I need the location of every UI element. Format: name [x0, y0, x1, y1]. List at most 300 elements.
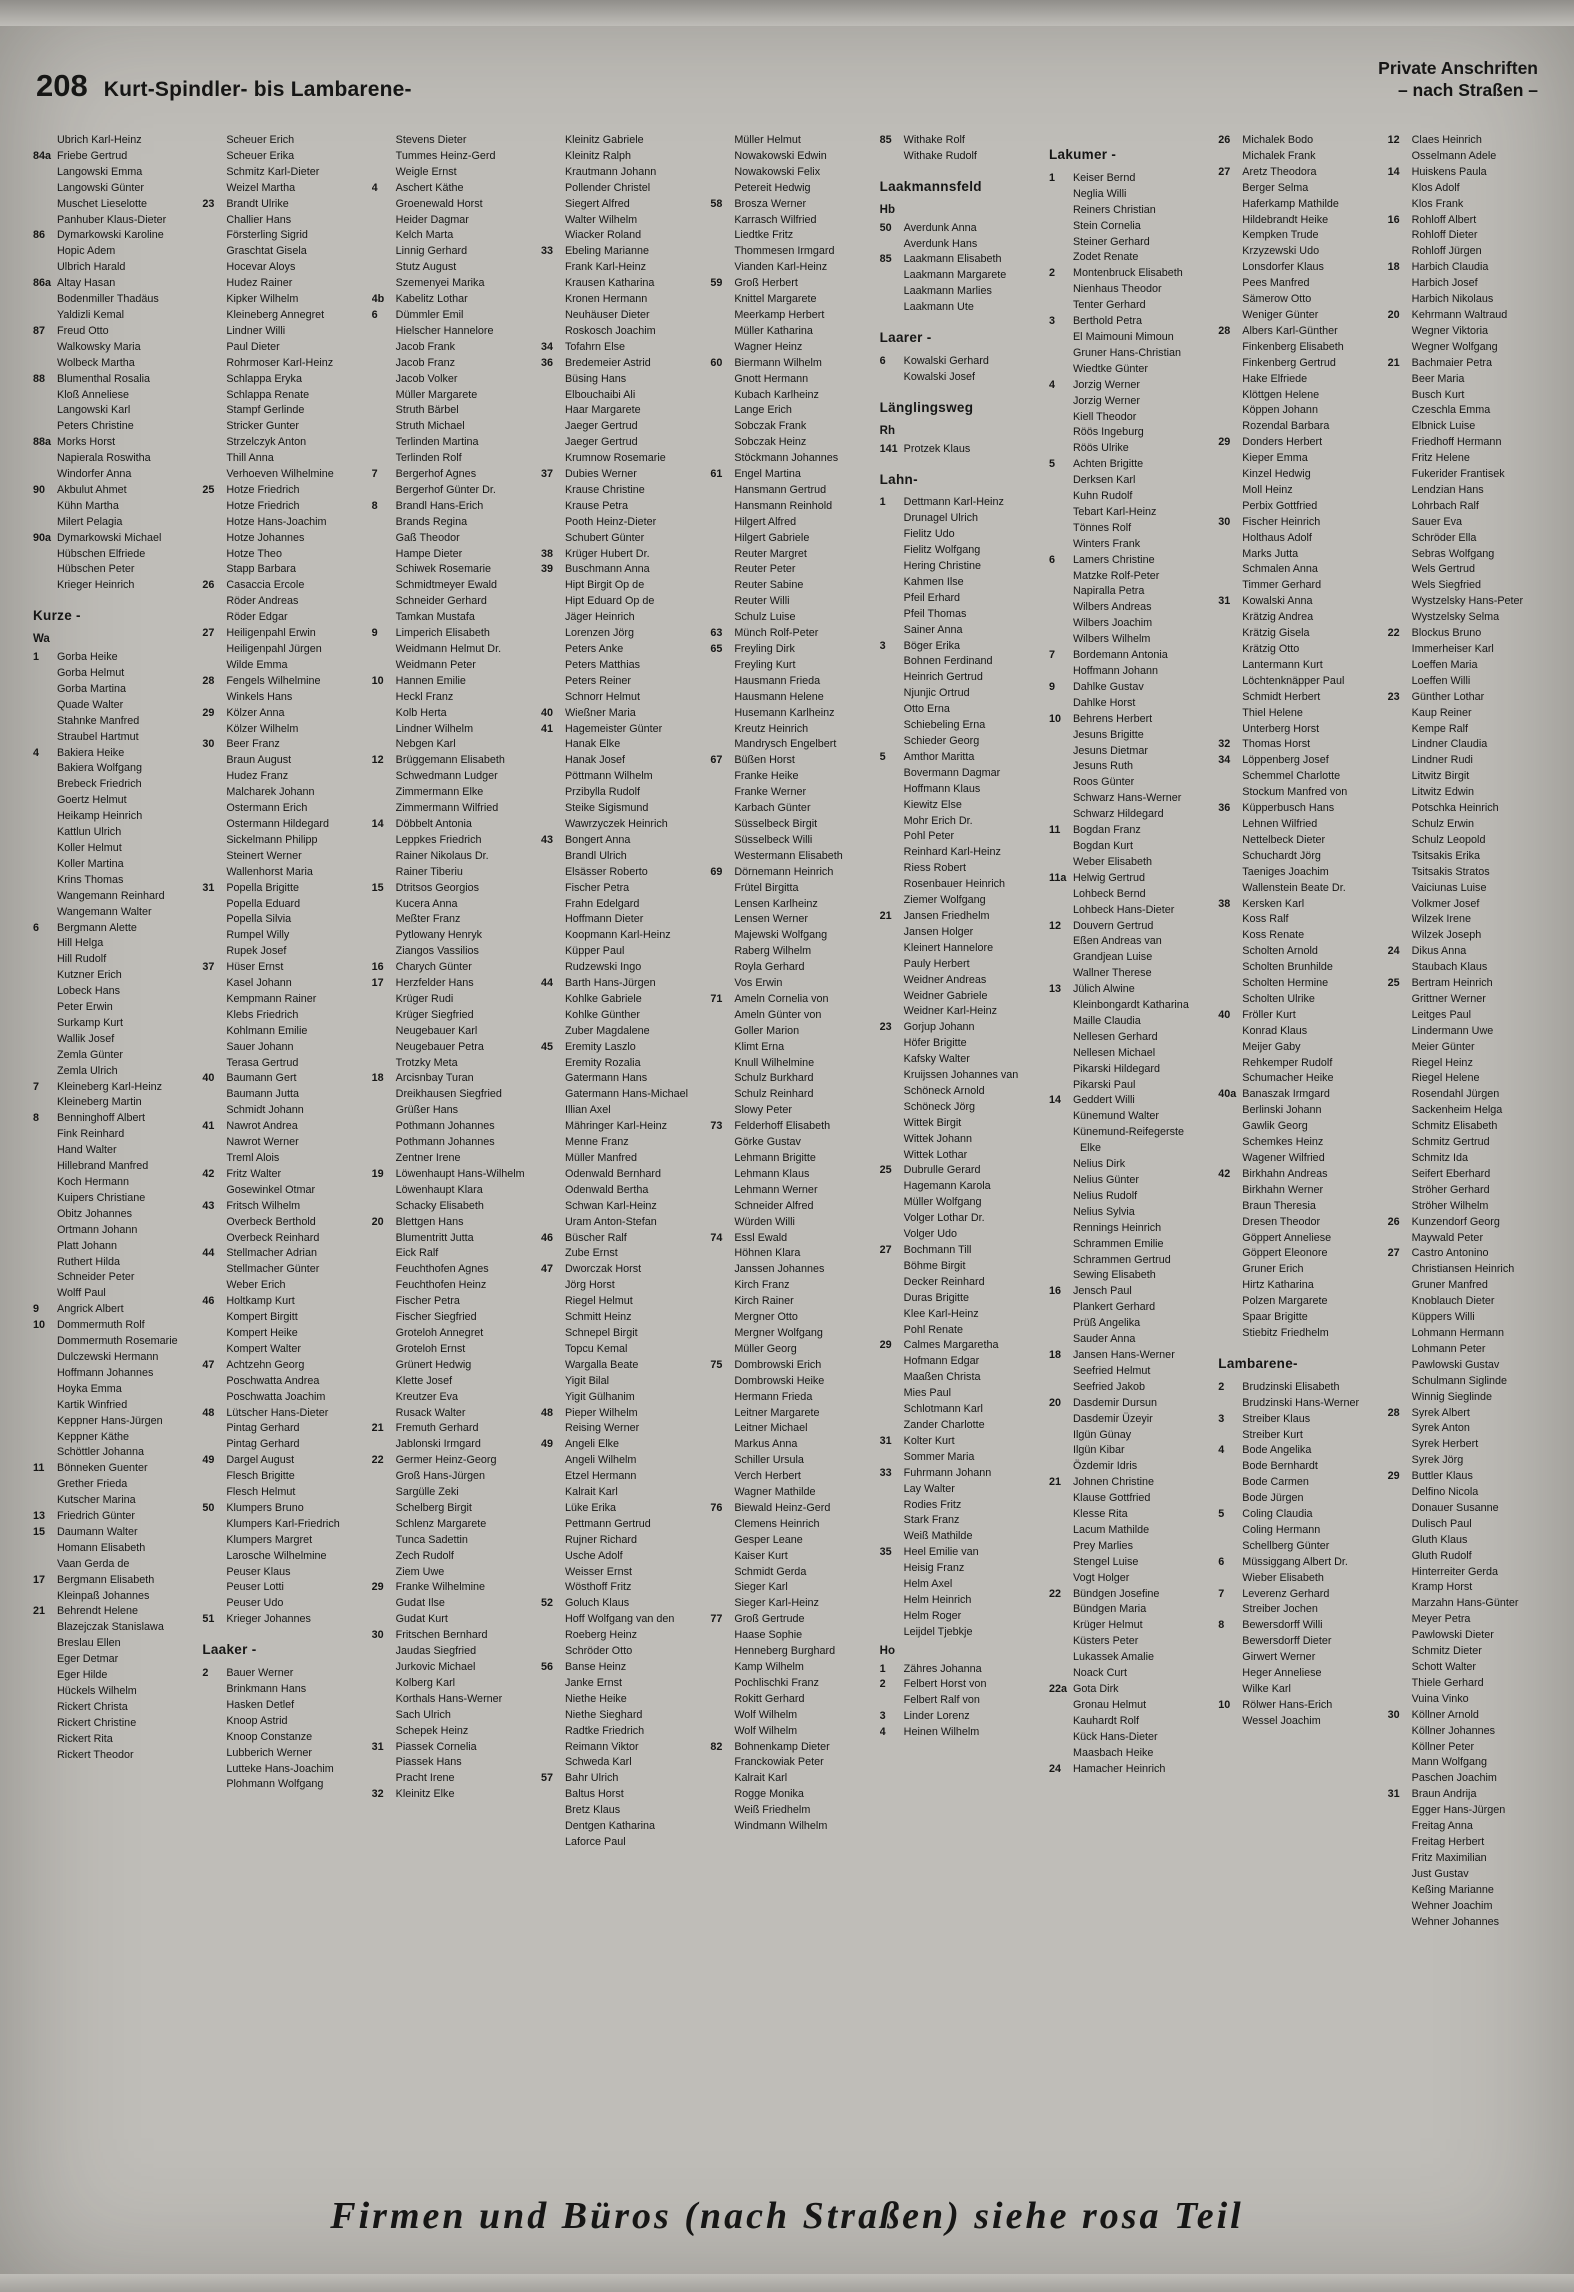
directory-entry [880, 639, 1036, 655]
person-name: Maille Claudia [1072, 1014, 1141, 1027]
directory-entry [33, 451, 189, 467]
directory-entry [1388, 674, 1544, 690]
person-name: Feuchthofen Agnes [395, 1263, 489, 1276]
person-name: Blumenthal Rosalia [57, 372, 151, 385]
person-name: Reuter Sabine [734, 579, 804, 592]
person-name: Klebs Friedrich [226, 1008, 299, 1021]
directory-entry [202, 992, 358, 1008]
person-name: Rehkemper Rudolf [1242, 1056, 1333, 1069]
person-name: Brüggemann Elisabeth [395, 754, 505, 767]
person-name: Syrek Herbert [1411, 1438, 1479, 1451]
directory-entry [1388, 388, 1544, 404]
person-name: Müller Manfred [564, 1152, 637, 1164]
directory-entry [710, 244, 866, 260]
house-number: 7 [1048, 649, 1055, 662]
directory-entry [710, 1469, 866, 1485]
person-name: Stampf Gerlinde [226, 404, 305, 417]
person-name: Pytlowany Henryk [395, 929, 483, 942]
person-name: Kafsky Walter [903, 1053, 970, 1066]
person-name: Graschtat Gisela [226, 245, 307, 258]
directory-entry [710, 944, 866, 960]
person-name: Gorba Martina [57, 682, 127, 695]
person-name: Dikus Anna [1411, 945, 1467, 958]
directory-entry [1218, 1087, 1374, 1103]
directory-entry [1049, 1666, 1205, 1682]
directory-entry [541, 1071, 697, 1087]
person-name: Gorjup Johann [903, 1021, 975, 1034]
person-name: Weidner Karl-Heinz [903, 1005, 998, 1018]
directory-entry [1049, 1714, 1205, 1730]
directory-entry [33, 1414, 189, 1430]
directory-entry [541, 133, 697, 149]
directory-entry [33, 1270, 189, 1286]
directory-entry [202, 1406, 358, 1422]
person-name: Braun Theresia [1242, 1199, 1316, 1212]
directory-entry [33, 1525, 189, 1541]
person-name: Janssen Johannes [734, 1263, 825, 1276]
person-name: Fritsch Wilhelm [226, 1199, 301, 1212]
person-name: Biewald Heinz-Gerd [734, 1501, 831, 1514]
directory-entry [1218, 928, 1374, 944]
person-name: Leijdel Tjebkje [903, 1625, 973, 1638]
person-name: Walkowsky Maria [57, 340, 141, 353]
directory-entry [33, 682, 189, 698]
directory-entry [880, 1084, 1036, 1100]
directory-entry [1218, 912, 1374, 928]
directory-entry [1049, 1157, 1205, 1173]
person-name: Volger Udo [903, 1228, 958, 1241]
directory-entry [710, 992, 866, 1008]
directory-entry [372, 1596, 528, 1612]
directory-entry [541, 1580, 697, 1596]
house-number: 15 [371, 881, 384, 894]
person-name: Piassek Cornelia [395, 1740, 477, 1753]
person-name: Berger Selma [1242, 181, 1309, 194]
person-name: Loeffen Maria [1411, 658, 1478, 671]
directory-entry [1388, 944, 1544, 960]
person-name: Ilgün Kibar [1072, 1444, 1125, 1457]
directory-entry [1049, 1253, 1205, 1269]
person-name: Tebart Karl-Heinz [1072, 505, 1157, 518]
directory-entry [372, 228, 528, 244]
person-name: Fukerider Frantisek [1411, 468, 1505, 481]
directory-entry [202, 1533, 358, 1549]
directory-entry [710, 912, 866, 928]
person-name: Hotze Friedrich [226, 483, 300, 496]
directory-entry [541, 912, 697, 928]
person-name: Hasken Detlef [226, 1698, 295, 1711]
directory-entry [33, 133, 189, 149]
directory-entry [33, 562, 189, 578]
person-name: Napiralla Petra [1072, 585, 1145, 598]
person-name: Krieger Johannes [226, 1613, 311, 1626]
person-name: Prey Marlies [1072, 1539, 1133, 1552]
directory-entry [33, 244, 189, 260]
house-number: 7 [1218, 1587, 1225, 1600]
person-name: Kaup Reiner [1411, 706, 1472, 719]
person-name: Achten Brigitte [1072, 458, 1144, 471]
person-name: Stöckmann Johannes [734, 452, 839, 465]
directory-entry [880, 1259, 1036, 1275]
person-name: Rickert Christa [57, 1700, 128, 1713]
person-name: Vos Erwin [734, 977, 783, 990]
person-name: Holtkamp Kurt [226, 1295, 295, 1308]
house-number: 17 [33, 1573, 46, 1586]
person-name: Nebgen Karl [395, 738, 456, 751]
person-name: Topcu Kemal [564, 1342, 628, 1355]
directory-entry [372, 1787, 528, 1803]
directory-entry [541, 1087, 697, 1103]
directory-entry [541, 1040, 697, 1056]
person-name: Niethe Heike [564, 1692, 627, 1705]
directory-entry [33, 666, 189, 682]
person-name: Szemenyei Marika [395, 277, 485, 290]
person-name: Nelius Dirk [1072, 1158, 1126, 1171]
house-number: 42 [1218, 1167, 1231, 1180]
house-number: 44 [540, 977, 553, 990]
person-name: Reiners Christian [1072, 203, 1156, 216]
directory-entry [1218, 769, 1374, 785]
house-number: 49 [540, 1438, 553, 1451]
directory-column [202, 133, 358, 2140]
person-name: Schmitz Karl-Dieter [226, 165, 320, 178]
person-name: Pochlischki Franz [734, 1676, 819, 1689]
directory-entry [710, 737, 866, 753]
directory-entry [710, 1119, 866, 1135]
directory-entry [1049, 235, 1205, 251]
directory-entry [541, 610, 697, 626]
person-name: Dommermuth Rosemarie [57, 1335, 178, 1348]
person-name: Rosenbauer Heinrich [903, 878, 1006, 891]
person-name: Jansen Holger [903, 925, 974, 938]
directory-entry [33, 1604, 189, 1620]
directory-entry [1049, 1523, 1205, 1539]
person-name: Sewing Elisabeth [1072, 1269, 1156, 1282]
directory-entry [1049, 823, 1205, 839]
person-name: Terasa Gertrud [226, 1056, 299, 1069]
person-name: Kahmen Ilse [903, 575, 964, 588]
directory-entry [710, 833, 866, 849]
directory-entry [1218, 737, 1374, 753]
house-number: 34 [1218, 754, 1231, 767]
person-name: Dubrulle Gerard [903, 1164, 981, 1177]
directory-entry [880, 1100, 1036, 1116]
person-name: Rohloff Dieter [1411, 229, 1478, 242]
person-name: Kleineberg Annegret [226, 308, 325, 321]
directory-entry [1388, 1119, 1544, 1135]
directory-entry [541, 1437, 697, 1453]
person-name: Rohrmoser Karl-Heinz [226, 356, 334, 369]
person-name: Koller Helmut [57, 841, 122, 854]
directory-entry [202, 690, 358, 706]
person-name: Schwarz Hildegard [1072, 808, 1164, 821]
person-name: Volger Lothar Dr. [903, 1212, 985, 1225]
person-name: Klee Karl-Heinz [903, 1307, 979, 1320]
person-name: Jülich Alwine [1072, 983, 1135, 996]
directory-entry [710, 610, 866, 626]
house-number: 12 [1048, 919, 1061, 932]
directory-entry [372, 897, 528, 913]
directory-entry [372, 1724, 528, 1740]
house-number: 46 [540, 1231, 553, 1244]
person-name: Royla Gerhard [734, 961, 805, 974]
directory-entry [372, 1135, 528, 1151]
person-name: Keppner Käthe [57, 1430, 130, 1443]
directory-entry [880, 1662, 1036, 1678]
directory-entry [1049, 394, 1205, 410]
person-name: Derksen Karl [1072, 474, 1136, 487]
person-name: Syrek Albert [1411, 1406, 1470, 1419]
directory-entry [1049, 266, 1205, 282]
person-name: Kruijssen Johannes van [903, 1069, 1019, 1082]
directory-entry [541, 340, 697, 356]
house-number: 30 [1387, 1708, 1400, 1721]
directory-entry [202, 1103, 358, 1119]
person-name: Dörnemann Heinrich [734, 865, 834, 878]
person-name: Helwig Gertrud [1072, 871, 1145, 884]
person-name: Struth Bärbel [395, 404, 459, 417]
person-name: Sainer Anna [903, 623, 963, 636]
directory-entry [1218, 388, 1374, 404]
person-name: Yigit Gülhanim [564, 1390, 635, 1403]
directory-entry [33, 698, 189, 714]
person-name: Jaeger Gertrud [564, 420, 638, 433]
person-name: Baumann Gert [226, 1072, 297, 1085]
house-number: 4 [1218, 1444, 1225, 1457]
directory-entry [202, 944, 358, 960]
directory-entry [1049, 600, 1205, 616]
person-name: Weizel Martha [226, 181, 296, 194]
directory-entry [33, 921, 189, 937]
directory-entry [880, 861, 1036, 877]
person-name: Vaan Gerda de [57, 1557, 130, 1570]
person-name: Kempmann Rainer [226, 992, 317, 1005]
directory-entry [710, 1517, 866, 1533]
directory-entry [372, 149, 528, 165]
person-name: Kehrmann Waltraud [1411, 308, 1508, 321]
person-name: Dommermuth Rolf [57, 1319, 145, 1332]
directory-entry [1218, 897, 1374, 913]
house-number: 9 [371, 627, 378, 640]
house-number: 4 [879, 1726, 886, 1739]
person-name: Rujner Richard [564, 1533, 637, 1546]
directory-entry [372, 435, 528, 451]
person-name: Schmidt Johann [226, 1104, 304, 1117]
directory-entry [710, 1676, 866, 1692]
house-number: 59 [710, 277, 723, 290]
directory-entry [33, 873, 189, 889]
directory-entry [372, 1326, 528, 1342]
directory-entry [1049, 537, 1205, 553]
person-name: Schemkes Heinz [1242, 1136, 1324, 1149]
directory-entry [202, 372, 358, 388]
directory-entry [710, 133, 866, 149]
person-name: Wagner Mathilde [734, 1486, 816, 1499]
directory-entry [202, 356, 358, 372]
directory-entry [202, 1119, 358, 1135]
directory-entry [541, 260, 697, 276]
person-name: Brandl Ulrich [564, 849, 627, 862]
house-number: 40a [1218, 1088, 1237, 1101]
directory-entry [1388, 1215, 1544, 1231]
person-name: Riegel Helene [1411, 1072, 1480, 1085]
house-number: 29 [1218, 436, 1231, 449]
directory-entry [33, 1668, 189, 1684]
directory-entry [1388, 308, 1544, 324]
person-name: Leitges Paul [1411, 1008, 1472, 1021]
directory-entry [710, 181, 866, 197]
directory-entry [1049, 759, 1205, 775]
directory-entry [372, 531, 528, 547]
person-name: Syrek Anton [1411, 1422, 1470, 1435]
directory-entry [202, 1565, 358, 1581]
directory-entry [202, 228, 358, 244]
person-name: Leitner Michael [734, 1422, 808, 1435]
directory-entry [1218, 1714, 1374, 1730]
directory-entry [33, 1048, 189, 1064]
person-name: Morks Horst [57, 436, 116, 449]
person-name: Büßen Horst [734, 754, 795, 767]
directory-entry [710, 753, 866, 769]
directory-entry [33, 197, 189, 213]
directory-entry [33, 1700, 189, 1716]
directory-entry [880, 1148, 1036, 1164]
directory-entry [710, 1755, 866, 1771]
person-name: Schlotmann Karl [903, 1403, 983, 1416]
person-name: Wessel Joachim [1242, 1714, 1321, 1727]
person-name: Hoyka Emma [57, 1382, 122, 1395]
page-title: Kurt-Spindler- bis Lambarene- [103, 77, 412, 101]
house-number: 13 [33, 1510, 46, 1523]
person-name: Krüger Rudi [395, 992, 454, 1005]
person-name: Gudat Kurt [395, 1613, 448, 1626]
directory-entry [1388, 817, 1544, 833]
directory-entry [541, 1596, 697, 1612]
directory-entry [372, 1262, 528, 1278]
directory-entry [202, 467, 358, 483]
directory-entry [33, 936, 189, 952]
directory-entry [1218, 674, 1374, 690]
house-number: 49 [202, 1454, 215, 1467]
directory-entry [1388, 960, 1544, 976]
person-name: Rickert Theodor [57, 1748, 134, 1761]
directory-entry [1218, 849, 1374, 865]
person-name: Neuhäuser Dieter [564, 308, 650, 321]
directory-entry [1388, 1390, 1544, 1406]
person-name: Charych Günter [395, 961, 472, 974]
person-name: Homann Elisabeth [57, 1541, 146, 1554]
directory-entry [880, 1354, 1036, 1370]
directory-entry [1049, 966, 1205, 982]
person-name: Nelius Günter [1072, 1174, 1139, 1186]
directory-entry [372, 1374, 528, 1390]
directory-entry [372, 388, 528, 404]
directory-entry [1388, 483, 1544, 499]
directory-entry [1388, 1024, 1544, 1040]
directory-entry [710, 149, 866, 165]
person-name: Neglia Willi [1072, 187, 1127, 200]
directory-entry [880, 1004, 1036, 1020]
directory-entry [1218, 213, 1374, 229]
person-name: Dreikhausen Siegfried [395, 1088, 502, 1101]
person-name: Knoop Astrid [226, 1714, 288, 1727]
directory-entry [710, 388, 866, 404]
directory-entry [1218, 992, 1374, 1008]
directory-entry [1388, 1342, 1544, 1358]
directory-entry [1388, 1421, 1544, 1437]
person-name: Hermann Frieda [734, 1390, 813, 1403]
person-name: Kalrait Karl [564, 1486, 618, 1499]
directory-entry [372, 1708, 528, 1724]
person-name: Schulz Erwin [1411, 817, 1475, 830]
directory-entry [372, 658, 528, 674]
person-name: Brudzinski Elisabeth [1242, 1380, 1340, 1393]
directory-entry [1388, 531, 1544, 547]
person-name: Muschet Lieselotte [57, 197, 148, 210]
person-name: Ziem Uwe [395, 1565, 445, 1578]
person-name: Kompert Heike [226, 1326, 298, 1339]
directory-entry [541, 897, 697, 913]
person-name: Sieger Karl [734, 1581, 788, 1594]
person-name: Schmidtmeyer Ewald [395, 579, 498, 592]
person-name: Withake Rolf [903, 134, 965, 146]
directory-entry [880, 1402, 1036, 1418]
directory-entry [1049, 569, 1205, 585]
person-name: Kleinert Hannelore [903, 941, 994, 954]
person-name: Tummes Heinz-Gerd [395, 149, 496, 162]
person-name: Wolbeck Martha [57, 356, 135, 369]
person-name: Eremity Laszlo [564, 1040, 636, 1053]
person-name: Weisser Ernst [564, 1565, 632, 1578]
street-header: Lambarene- [1218, 1355, 1298, 1371]
person-name: Coling Claudia [1242, 1508, 1313, 1521]
district-subheader: Ho [879, 1644, 895, 1657]
directory-entry [710, 642, 866, 658]
person-name: Reimann Viktor [564, 1740, 639, 1753]
directory-entry [541, 228, 697, 244]
person-name: Brandt Ulrike [226, 197, 289, 210]
person-name: Ströher Wilhelm [1411, 1199, 1489, 1212]
person-name: Kreutz Heinrich [734, 722, 809, 735]
person-name: Hocevar Aloys [226, 261, 296, 274]
person-name: Tsitsakis Stratos [1411, 865, 1490, 878]
house-number: 16 [1048, 1285, 1061, 1298]
directory-entry [1049, 919, 1205, 935]
person-name: Schmitz Dieter [1411, 1645, 1482, 1658]
person-name: Odenwald Bertha [564, 1183, 649, 1196]
directory-entry [202, 1056, 358, 1072]
person-name: Pothmann Johannes [395, 1120, 495, 1133]
person-name: Klause Gottfried [1072, 1492, 1151, 1505]
house-number: 14 [1048, 1094, 1061, 1107]
person-name: Reising Werner [564, 1422, 640, 1435]
person-name: Wilke Karl [1242, 1683, 1291, 1695]
directory-entry [541, 1358, 697, 1374]
person-name: Künemund-Reifegerste Elke [1072, 1126, 1185, 1155]
person-name: Laforce Paul [564, 1835, 626, 1848]
person-name: Blettgen Hans [395, 1215, 464, 1228]
directory-entry [202, 912, 358, 928]
person-name: Stengel Luise [1072, 1555, 1139, 1568]
house-number: 25 [1387, 977, 1400, 990]
directory-entry [880, 370, 1036, 386]
directory-entry [1218, 133, 1374, 149]
directory-entry [33, 531, 189, 547]
directory-entry [880, 300, 1036, 316]
person-name: Rumpel Willy [226, 929, 290, 942]
directory-entry [33, 1143, 189, 1159]
person-name: Przibylla Rudolf [564, 786, 640, 799]
